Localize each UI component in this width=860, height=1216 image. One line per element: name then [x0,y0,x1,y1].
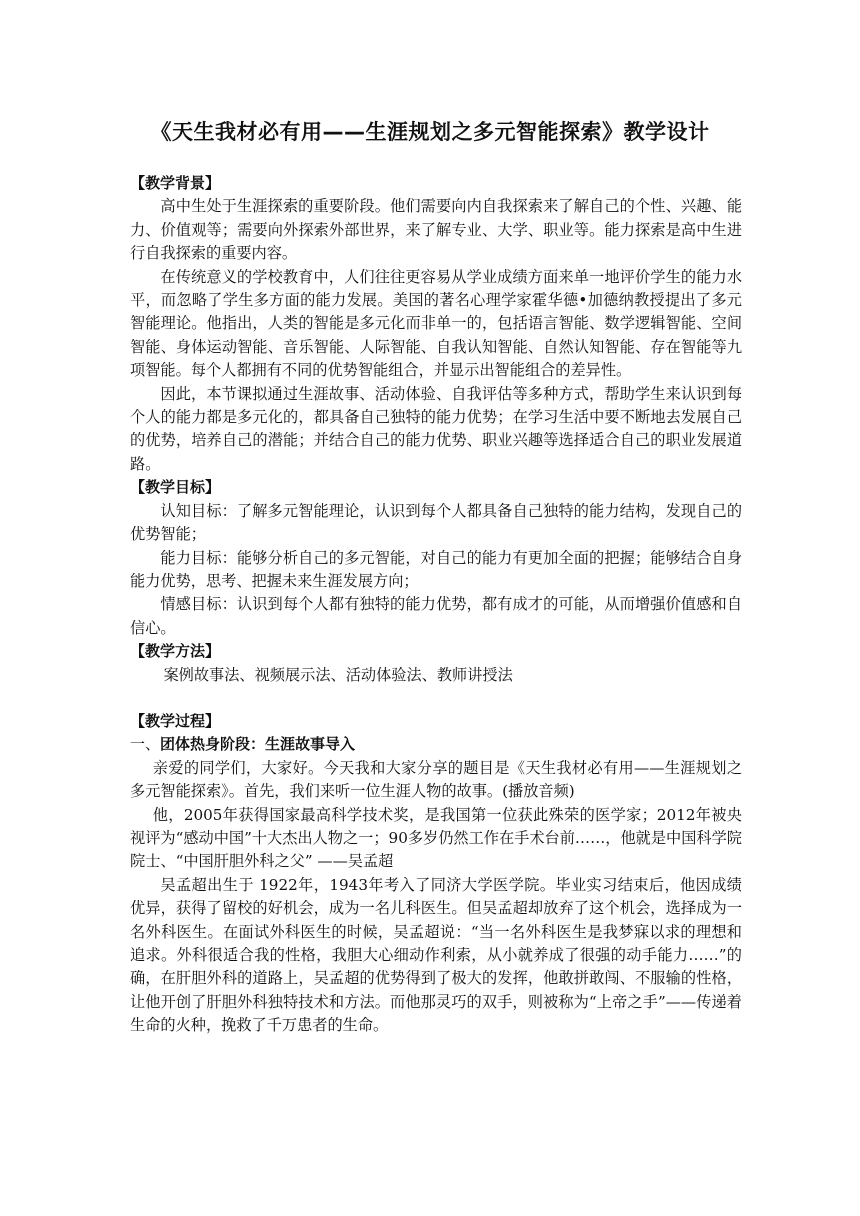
methods-heading: 【教学方法】 [130,642,221,661]
objective-affective: 情感目标：认识到每个人都有独特的能力优势，都有成才的可能，从而增强价值感和自信心。 [130,595,742,637]
background-paragraph-3: 因此，本节课拟通过生涯故事、活动体验、自我评估等多种方式，帮助学生来认识到每个人的能力都是多元化的，都具备自己独特的能力优势；在学习生活中要不断地去发展自己的优势，培养自己的潜能；并结合自己的能力优势、职业兴趣等选择适合自己的职业发展道路。 [130,384,742,473]
section-title-text: 团体热身阶段：生涯故事导入 [160,735,356,754]
section-number: 一、 [130,735,161,754]
objectives-heading: 【教学目标】 [130,478,221,497]
background-paragraph-1: 高中生处于生涯探索的重要阶段。他们需要向内自我探索来了解自己的个性、兴趣、能力、价值观等；需要向外探索外部世界，来了解专业、大学、职业等。能力探索是高中生进行自我探索的重要内容。 [130,197,742,263]
methods-text: 案例故事法、视频展示法、活动体验法、教师讲授法 [163,665,513,684]
objective-ability: 能力目标：能够分析自己的多元智能，对自己的能力有更加全面的把握；能够结合自身能力优势，思考、把握未来生涯发展方向； [130,548,742,590]
process-paragraph-2: 他，2005年获得国家最高科学技术奖，是我国第一位获此殊荣的医学家；2012年被央视评为“感动中国”十大杰出人物之一；90多岁仍然工作在手术台前……，他就是中国科学院院士、“中国肝胆外科之父” ——吴孟超 [130,805,742,871]
document-title: 《天生我材必有用——生涯规划之多元智能探索》教学设计 [150,120,710,144]
process-heading: 【教学过程】 [130,711,221,730]
background-heading: 【教学背景】 [130,174,221,192]
process-paragraph-1: 亲爱的同学们，大家好。今天我和大家分享的题目是《天生我材必有用——生涯规划之多元智能探索》。首先，我们来听一位生涯人物的故事。(播放音频) [130,758,742,801]
document-body [130,172,742,1038]
section-spacer [130,687,742,710]
process-paragraph-3: 吴孟超出生于 1922年，1943年考入了同济大学医学院。毕业实习结束后，他因成绩优异，获得了留校的好机会，成为一名儿科医生。但吴孟超却放弃了这个机会，选择成为一名外科医生。在面试外科医生的时候，吴孟超说：“当一名外科医生是我梦寐以求的理想和追求。外科很适合我的性格，我胆大心细动作利索，从小就养成了很强的动手能力……”的确，在肝胆外科的道路上，吴孟超的优势得到了极大的发挥，他敢拼敢闯、不服输的性格，让他开创了肝胆外科独特技术和方法。而他那灵巧的双手，则被称为“上帝之手”——传递着生命的火种，挽救了千万患者的生命。 [130,875,742,1035]
background-paragraph-2: 在传统意义的学校教育中，人们往往更容易从学业成绩方面来单一地评价学生的能力水平，而忽略了学生多方面的能力发展。美国的著名心理学家霍华德•加德纳教授提出了多元智能理论。他指出，人类的智能是多元化而非单一的，包括语言智能、数学逻辑智能、空间智能、身体运动智能、音乐智能、人际智能、自我认知智能、自然认知智能、存在智能等九项智能。每个人都拥有不同的优势智能组合，并显示出智能组合的差异性。 [130,267,742,380]
process-section-title [130,733,742,756]
objective-cognitive: 认知目标：了解多元智能理论，认识到每个人都具备自己独特的能力结构，发现自己的优势智能； [130,501,742,544]
